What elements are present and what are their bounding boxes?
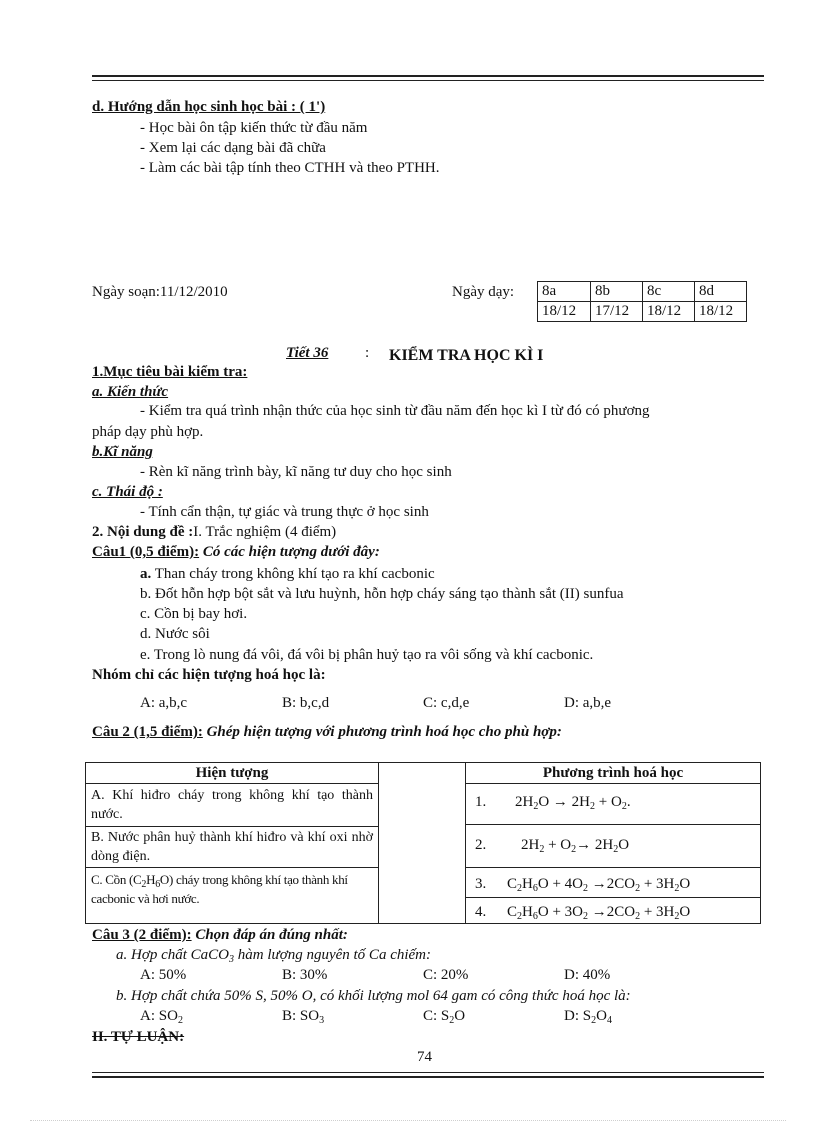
col-header-phenomena: Hiện tượng [195,765,269,781]
phenomenon-b: B. Nước phân huỷ thành khí hiđro và khí oxi nhờ dòng điện. [91,830,373,864]
day-cell: 18/12 [643,302,695,322]
part2-heading: II. TỰ LUẬN: [92,1029,185,1045]
section-d-item: - Xem lại các dạng bài đã chữa [140,140,326,156]
lesson-title: KIỂM TRA HỌC KÌ I [389,347,544,364]
objectives-heading: 1.Mục tiêu bài kiểm tra: [92,364,248,380]
matching-table [85,762,761,924]
phenomenon-c: C. Cồn $(C_2H_6O)$ cháy trong không khí tạo thành khí cacbonic và hơi nước. [91,872,348,906]
equation-number: 1. [475,794,487,810]
q3-a-option: C: 20% [423,967,469,983]
q1-item: d. Nước sôi [140,626,210,642]
phenomenon-a: A. Khí hiđro cháy trong không khí tạo thành nước. [91,788,373,822]
header-rule [92,75,764,77]
q3-b-option: B: $SO_3$ [282,1008,325,1026]
equation-number: 2. [475,837,487,853]
q1-item: c. Cồn bị bay hơi. [140,606,248,622]
q1-item: a. Than cháy trong không khí tạo ra khí cacbonic [140,566,435,582]
class-cell: 8b [591,282,643,302]
content-line [92,524,336,541]
q3-a-option: B: 30% [282,967,328,983]
q1-item: b. Đốt hỗn hợp bột sắt và lưu huỳnh, hỗn hợp cháy sáng tạo thành sắt (II) sunfua [140,586,624,602]
teaching-days-table [537,281,747,322]
q3-b-option: A: $SO_2$ [140,1008,183,1026]
knowledge-text: - Kiểm tra quá trình nhận thức của học sinh từ đầu năm đến học kì I từ đó có phương [140,403,650,419]
q3-label: Câu 3 (2 điểm): [92,927,192,943]
section-d-item: - Học bài ôn tập kiến thức từ đầu năm [140,120,368,136]
class-cell: 8c [643,282,695,302]
lesson-period: Tiết 36 [286,345,329,361]
q1-option: C: c,d,e [423,695,470,711]
equation-number: 3. [475,876,487,892]
attitude-text: - Tính cẩn thận, tự giác và trung thực ở học sinh [140,504,429,520]
section-d-item: - Làm các bài tập tính theo CTHH và theo PTHH. [140,160,440,176]
footer-rule [92,1076,764,1078]
q2-line [92,724,562,741]
equation-3: $C_2H_6O + 4O_2 \to 2CO_2 + 3H_2O$ [507,876,691,894]
q3-a-option: A: 50% [140,967,187,983]
table-spacer-column [378,762,466,924]
prep-date: Ngày soạn:11/12/2010 [92,284,228,300]
equation-4: $C_2H_6O + 3O_2 \to 2CO_2 + 3H_2O$ [507,904,691,922]
equation-2: $2H_2 + O_2\to 2H_2O$ [521,837,630,855]
q3-a-option: D: 40% [564,967,611,983]
q3-line [92,927,348,944]
q1-label: Câu1 (0,5 điểm): [92,544,200,560]
q1-option: B: b,c,d [282,695,330,711]
col-header-equations: Phương trình hoá học [542,765,684,781]
q1-item: e. Trong lò nung đá vôi, đá vôi bị phân huỷ tạo ra vôi sống và khí cacbonic. [140,647,594,663]
section-d-heading: d. Hướng dẫn học sinh học bài : ( 1') [92,99,326,115]
day-cell: 17/12 [591,302,643,322]
day-cell: 18/12 [538,302,591,322]
teach-date-label: Ngày dạy: [452,284,515,300]
skill-text: - Rèn kĩ năng trình bày, kĩ năng tư duy cho học sinh [140,464,452,480]
class-cell: 8a [538,282,591,302]
knowledge-heading: a. Kiến thức [92,384,169,400]
q3-a-text: a. Hợp chất CaCO$_3$ hàm lượng nguyên tố Ca chiếm: [116,947,432,965]
skill-heading: b.Kĩ năng [92,444,153,460]
day-cell: 18/12 [695,302,747,322]
page-edge-dotted-line [30,1120,786,1121]
q3-b-option: D: $S_2O_4$ [564,1008,612,1026]
q2-prompt: Ghép hiện tượng với phương trình hoá học cho phù hợp: [206,724,562,740]
equation-1: $2H_2O \to 2H_2 + O_2$. [515,794,631,812]
part1-heading: I. Trắc nghiệm (4 điểm) [193,524,337,540]
q3-b-text: b. Hợp chất chứa 50% S, 50% O, có khối lượng mol 64 gam có công thức hoá học là: [116,988,631,1004]
q1-option: A: a,b,c [140,695,188,711]
lesson-colon: : [365,345,370,361]
content-heading: 2. Nội dung đề : [92,524,194,540]
footer-rule-thin [92,1072,764,1073]
q2-label: Câu 2 (1,5 điểm): [92,724,203,740]
attitude-heading: c. Thái độ : [92,484,163,500]
header-rule-thin [92,80,764,81]
q1-option: D: a,b,e [564,695,612,711]
q3-b-option: C: $S_2O$ [423,1008,466,1026]
q1-line [92,544,380,561]
q3-prompt: Chọn đáp án đúng nhất: [195,927,348,943]
class-cell: 8d [695,282,747,302]
q1-question: Nhóm chỉ các hiện tượng hoá học là: [92,667,326,683]
equation-number: 4. [475,904,487,920]
page-number: 74 [417,1049,432,1065]
q1-prompt: Có các hiện tượng dưới đây: [202,544,380,560]
knowledge-text-cont: pháp dạy phù hợp. [92,424,204,440]
